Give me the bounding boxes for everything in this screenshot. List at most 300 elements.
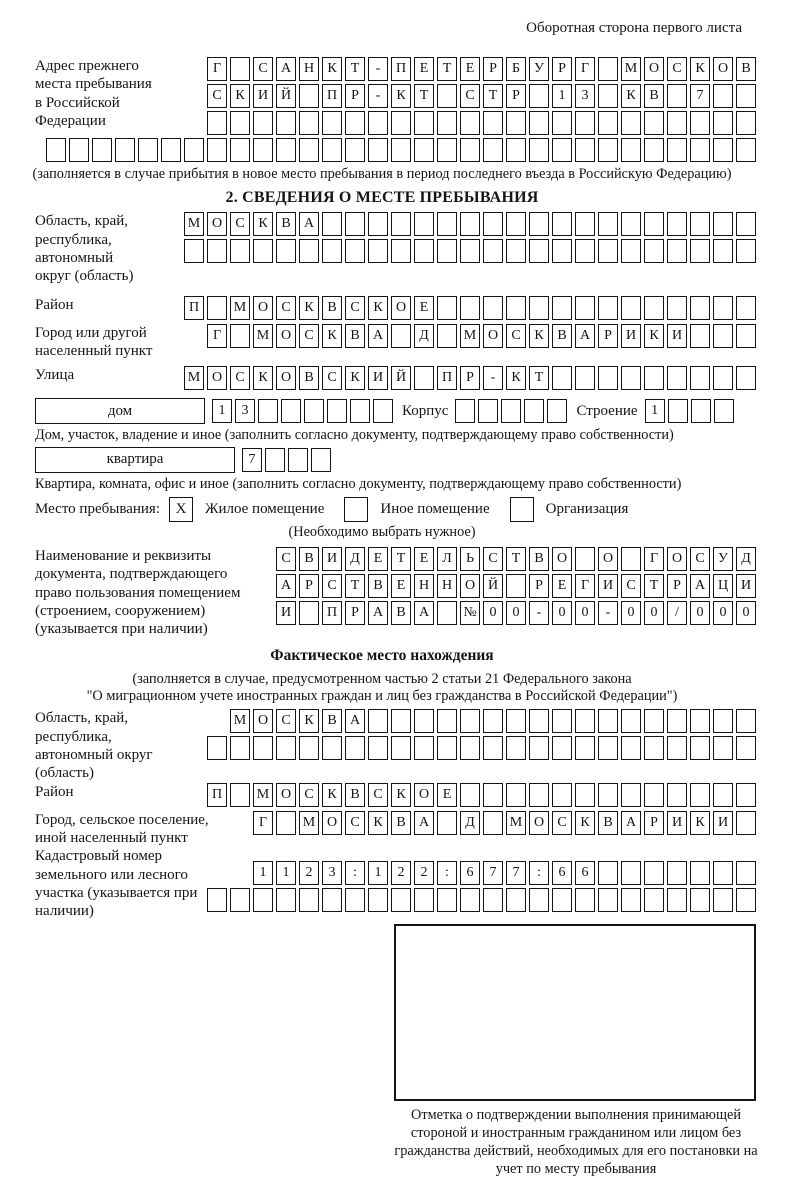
grid-cell [552,736,572,760]
kadastr-row-2 [207,888,756,912]
grid-cell [230,239,250,263]
grid-cell: Й [391,366,411,390]
grid-cell: О [483,324,503,348]
grid-cell: С [552,811,572,835]
rayon-row [184,296,756,320]
grid-cell [621,296,641,320]
dom-note: Дом, участок, владение и иное (заполнить согласно документу, подтверждающему право собственности) [35,427,674,444]
grid-cell: В [368,574,388,598]
grid-cell [115,138,135,162]
grid-cell [575,212,595,236]
grid-cell [667,783,687,807]
grid-cell [621,111,641,135]
grid-cell [437,709,457,733]
grid-cell: : [529,861,549,885]
grid-cell [414,709,434,733]
grid-cell: П [322,601,342,625]
grid-cell: 6 [552,861,572,885]
stroenie-label: Строение [576,402,638,419]
grid-cell: К [690,57,710,81]
grid-cell [529,736,549,760]
grid-cell: Й [276,84,296,108]
grid-cell: С [276,709,296,733]
grid-cell [276,811,296,835]
grid-cell [552,296,572,320]
rayon-grids [184,296,756,320]
grid-cell: С [483,547,503,571]
grid-cell [184,138,204,162]
grid-cell [483,239,503,263]
grid-cell: Р [552,57,572,81]
grid-cell [598,57,618,81]
grid-cell [230,783,250,807]
grid-cell: Г [253,811,273,835]
grid-cell [276,239,296,263]
prev-address-field [8,57,756,135]
grid-cell: П [322,84,342,108]
grid-cell [644,861,664,885]
grid-cell: Д [414,324,434,348]
grid-cell: 0 [736,601,756,625]
grid-cell [713,324,733,348]
fact-title: Фактическое место нахождения [270,646,494,664]
grid-cell [184,239,204,263]
grid-cell [575,547,595,571]
grid-cell [437,239,457,263]
grid-cell: А [621,811,641,835]
grid-cell [345,239,365,263]
grid-cell: Н [414,574,434,598]
grid-cell [736,366,756,390]
grid-cell [460,709,480,733]
grid-cell: Т [529,366,549,390]
grid-cell: В [529,547,549,571]
grid-cell: О [713,57,733,81]
grid-cell [621,736,641,760]
section2-title: 2. СВЕДЕНИЯ О МЕСТЕ ПРЕБЫВАНИЯ [225,189,539,207]
grid-cell [736,811,756,835]
grid-cell [713,861,733,885]
grid-cell [598,239,618,263]
grid-cell [736,84,756,108]
grid-cell [207,736,227,760]
grid-cell [736,783,756,807]
grid-cell: С [299,783,319,807]
grid-cell [391,239,411,263]
grid-cell [644,888,664,912]
kvartira-note: Квартира, комната, офис и иное (заполнить согласно документу, подтверждающему право собственности) [35,475,682,492]
grid-cell: А [414,601,434,625]
grid-cell [552,366,572,390]
grid-cell: Д [460,811,480,835]
grid-cell [414,138,434,162]
grid-cell [644,111,664,135]
grid-cell: С [299,324,319,348]
grid-cell [667,861,687,885]
grid-cell: В [345,783,365,807]
grid-cell: А [276,574,296,598]
grid-cell: № [460,601,480,625]
grid-cell [207,111,227,135]
grid-cell [414,111,434,135]
grid-cell [667,239,687,263]
grid-cell: А [575,324,595,348]
grid-cell [253,138,273,162]
fact-oblast-row-1 [230,709,756,733]
grid-cell: 3 [575,84,595,108]
grid-cell: Т [345,574,365,598]
grid-cell [552,709,572,733]
grid-cell: С [690,547,710,571]
rayon-label: Район [35,296,74,313]
prev-address-row-4 [8,138,756,162]
grid-cell [552,239,572,263]
grid-cell [713,212,733,236]
kvartira-line [8,447,756,473]
dom-box-label: дом [107,402,133,419]
grid-cell: В [552,324,572,348]
grid-cell: М [460,324,480,348]
grid-cell [575,783,595,807]
grid-cell [690,709,710,733]
grid-cell [690,783,710,807]
grid-cell: 0 [690,601,710,625]
grid-cell: Т [391,547,411,571]
grid-cell: О [598,547,618,571]
grid-cell [598,888,618,912]
gorod-grids [207,324,756,348]
grid-cell: О [207,366,227,390]
grid-cell [644,212,664,236]
grid-cell [345,212,365,236]
grid-cell [276,111,296,135]
grid-cell [207,296,227,320]
grid-cell [391,709,411,733]
grid-cell [276,888,296,912]
grid-cell: К [253,366,273,390]
grid-cell [455,399,475,423]
fact-oblast-field [8,709,756,782]
grid-cell: Е [414,57,434,81]
grid-cell: Р [345,84,365,108]
grid-cell [690,212,710,236]
grid-cell: 1 [552,84,572,108]
grid-cell [547,399,567,423]
grid-cell: К [322,783,342,807]
kvartira-box-label: квартира [106,451,164,468]
stamp-area [8,924,756,1178]
grid-cell: Б [506,57,526,81]
grid-cell: А [345,709,365,733]
grid-cell: Г [207,324,227,348]
grid-cell [667,736,687,760]
grid-cell: Р [667,574,687,598]
grid-cell: - [368,84,388,108]
option-label-zhiloe: Жилое помещение [205,501,325,518]
grid-cell [253,736,273,760]
fact-gorod-grids [253,811,756,835]
grid-cell: С [253,57,273,81]
grid-cell [368,111,388,135]
grid-cell [368,239,388,263]
grid-cell: Е [391,574,411,598]
grid-cell [667,84,687,108]
grid-cell [437,111,457,135]
grid-cell: К [644,324,664,348]
grid-cell [460,296,480,320]
grid-cell: О [644,57,664,81]
grid-cell: В [391,601,411,625]
grid-cell [713,709,733,733]
grid-cell [437,601,457,625]
grid-cell [506,138,526,162]
grid-cell [230,736,250,760]
grid-cell: 6 [575,861,595,885]
dom-line [8,398,756,424]
stay-type-note: (Необходимо выбрать нужное) [288,524,476,541]
grid-cell: К [391,84,411,108]
grid-cell [598,212,618,236]
fact-rayon-label: Район [35,783,74,800]
grid-cell: И [322,547,342,571]
grid-cell: О [322,811,342,835]
grid-cell: К [575,811,595,835]
oblast-row-2 [184,239,756,263]
grid-cell [345,138,365,162]
grid-cell: И [667,324,687,348]
grid-cell [736,239,756,263]
grid-cell: А [368,601,388,625]
grid-cell: Р [644,811,664,835]
grid-cell: 2 [414,861,434,885]
grid-cell [414,888,434,912]
ulitsa-label: Улица [35,367,75,384]
stroenie-grid [645,399,734,423]
grid-cell [299,111,319,135]
grid-cell [373,399,393,423]
grid-cell [478,399,498,423]
grid-cell: К [621,84,641,108]
grid-cell [368,709,388,733]
grid-cell: Е [414,547,434,571]
grid-cell [667,709,687,733]
grid-cell [437,296,457,320]
prev-address-note: (заполняется в случае прибытия в новое место пребывания в период последнего въезда в Российскую Федерацию) [32,166,732,182]
grid-cell [501,399,521,423]
grid-cell [437,212,457,236]
grid-cell: Е [460,57,480,81]
grid-cell: Д [736,547,756,571]
fact-rayon-field [8,783,756,807]
grid-cell: 1 [253,861,273,885]
grid-cell [598,84,618,108]
grid-cell: Н [299,57,319,81]
grid-cell [288,448,308,472]
grid-cell: Е [368,547,388,571]
grid-cell: М [506,811,526,835]
grid-cell [460,239,480,263]
grid-cell [322,111,342,135]
grid-cell: М [184,212,204,236]
grid-cell: Д [345,547,365,571]
stamp-box [394,924,756,1101]
grid-cell: С [207,84,227,108]
grid-cell [621,239,641,263]
stay-type-line [8,497,756,522]
grid-cell [483,212,503,236]
grid-cell [690,736,710,760]
grid-cell: С [345,296,365,320]
grid-cell [437,736,457,760]
grid-cell: С [276,547,296,571]
grid-cell [253,239,273,263]
kadastr-row-1 [253,861,756,885]
grid-cell [253,111,273,135]
grid-cell [529,138,549,162]
grid-cell [258,399,278,423]
grid-cell [690,324,710,348]
grid-cell [644,239,664,263]
grid-cell [345,736,365,760]
grid-cell [437,888,457,912]
grid-cell: О [276,366,296,390]
grid-cell: Ц [713,574,733,598]
grid-cell [621,138,641,162]
doc-row-1 [276,547,756,571]
grid-cell [713,366,733,390]
grid-cell: К [529,324,549,348]
grid-cell [667,296,687,320]
grid-cell: И [253,84,273,108]
grid-cell: К [299,709,319,733]
grid-cell [46,138,66,162]
grid-cell [437,138,457,162]
grid-cell: В [322,296,342,320]
fact-note-line-1: (заполняется в случае, предусмотренном частью 2 статьи 21 Федерального закона [132,670,632,687]
gorod-label: Город или другой населенный пункт [35,324,153,359]
grid-cell: М [230,296,250,320]
grid-cell [506,736,526,760]
grid-cell [552,212,572,236]
grid-cell [736,296,756,320]
grid-cell [667,888,687,912]
grid-cell [414,736,434,760]
grid-cell [736,736,756,760]
grid-cell [598,861,618,885]
grid-cell [276,138,296,162]
checkbox-zhiloe: X [169,497,193,522]
grid-cell [391,212,411,236]
grid-cell: К [299,296,319,320]
grid-cell: С [506,324,526,348]
grid-cell [460,736,480,760]
doc-row-3 [276,601,756,625]
grid-cell: М [184,366,204,390]
grid-cell: А [276,57,296,81]
grid-cell: И [621,324,641,348]
grid-cell [668,399,688,423]
grid-cell [552,138,572,162]
oblast-label: Область, край, республика, автономный округ (область) [35,213,134,285]
rayon-field [8,296,756,320]
grid-cell: В [736,57,756,81]
prev-address-row-1 [207,57,756,81]
grid-cell [552,888,572,912]
grid-cell: С [230,212,250,236]
grid-cell [299,736,319,760]
grid-cell: В [598,811,618,835]
grid-cell [644,783,664,807]
grid-cell [598,709,618,733]
grid-cell [299,239,319,263]
grid-cell: К [391,783,411,807]
grid-cell: И [667,811,687,835]
grid-cell [575,111,595,135]
grid-cell: / [667,601,687,625]
grid-cell [736,212,756,236]
grid-cell: 7 [483,861,503,885]
grid-cell: Т [644,574,664,598]
grid-cell [598,736,618,760]
grid-cell: 7 [506,861,526,885]
grid-cell [575,296,595,320]
grid-cell [92,138,112,162]
grid-cell: В [345,324,365,348]
grid-cell [529,239,549,263]
grid-cell: 0 [483,601,503,625]
prev-address-row-3 [207,111,756,135]
grid-cell: И [736,574,756,598]
grid-cell: М [621,57,641,81]
grid-cell [414,239,434,263]
grid-cell [598,138,618,162]
grid-cell [506,783,526,807]
grid-cell: К [253,212,273,236]
grid-cell [506,111,526,135]
grid-cell [644,296,664,320]
grid-cell: Г [575,57,595,81]
grid-cell: Р [483,57,503,81]
grid-cell [575,239,595,263]
grid-cell: А [414,811,434,835]
grid-cell [506,574,526,598]
grid-cell [391,324,411,348]
grid-cell [598,296,618,320]
grid-cell: П [184,296,204,320]
grid-cell: 0 [506,601,526,625]
grid-cell [713,736,733,760]
grid-cell [529,783,549,807]
grid-cell: О [391,296,411,320]
grid-cell [529,212,549,236]
grid-cell [230,111,250,135]
grid-cell: В [322,709,342,733]
grid-cell [161,138,181,162]
fact-oblast-row-2 [207,736,756,760]
grid-cell [368,212,388,236]
grid-cell [736,888,756,912]
grid-cell [299,601,319,625]
grid-cell [345,111,365,135]
grid-cell [138,138,158,162]
doc-label: Наименование и реквизиты документа, подтверждающего право пользования помещением (строением, сооружением) (указывается при наличии) [35,548,241,638]
doc-field [8,547,756,638]
grid-cell [598,366,618,390]
grid-cell [621,888,641,912]
fact-note-line-2: "О миграционном учете иностранных граждан и лиц без гражданства в Российской Федерации") [86,688,678,705]
grid-cell [552,783,572,807]
grid-cell: Т [345,57,365,81]
